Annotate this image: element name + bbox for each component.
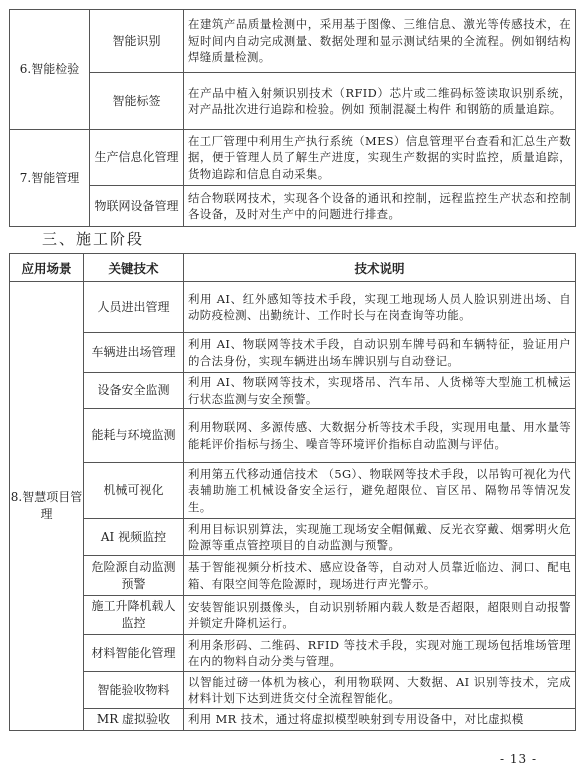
table-row — [10, 556, 576, 596]
table-row — [10, 463, 576, 519]
desc-cell: 利用 AI、物联网等技术手段，自动识别车牌号码和车辆特征，验证用户的合法身份，实现车辆进出场车牌识别与自动登记。 — [184, 333, 576, 373]
desc-cell: 结合物联网技术，实现各个设备的通讯和控制，远程监控生产状态和控制各设备，及时对生产中的问题进行排查。 — [184, 186, 576, 227]
scene-cell: 7.智能管理 — [10, 130, 90, 227]
table-row — [10, 519, 576, 556]
scene-cell: 8.智慧项目管理 — [10, 282, 84, 731]
tech-cell: 物联网设备管理 — [90, 186, 184, 227]
desc-cell: 以智能过磅一体机为核心，利用物联网、大数据、AI 识别等技术，完成材料计划下达到进货交付全流程智能化。 — [184, 672, 576, 709]
table-row — [10, 672, 576, 709]
desc-cell: 在产品中植入射频识别技术（RFID）芯片或二维码标签读取识别系统，对产品批次进行追踪和检验。例如 预制混凝土构件 和钢筋的质量追踪。 — [184, 73, 576, 130]
desc-cell: 在工厂管理中利用生产执行系统（MES）信息管理平台查看和汇总生产数据，便于管理人员了解生产进度，实现生产数据的实时监控，质量追踪，货物追踪和信息自动采集。 — [184, 130, 576, 186]
table-row — [10, 709, 576, 731]
desc-cell: 利用 AI、红外感知等技术手段，实现工地现场人员人脸识别进出场、自动防疫检测、出勤统计、工作时长与在岗查询等功能。 — [184, 282, 576, 333]
desc-cell: 利用条形码、二维码、RFID 等技术手段，实现对施工现场包括堆场管理在内的物料自动分类与管理。 — [184, 635, 576, 672]
table-header-row — [10, 254, 576, 282]
header-scene: 应用场景 — [10, 254, 84, 282]
table-row — [10, 635, 576, 672]
section-heading: 三、施工阶段 — [42, 230, 145, 248]
page-number: - 13 - — [500, 752, 538, 766]
table-row — [10, 373, 576, 409]
desc-cell: 利用 MR 技术，通过将虚拟模型映射到专用设备中，对比虚拟模 — [184, 709, 576, 731]
desc-cell: 利用第五代移动通信技术 （5G）、物联网等技术手段，以吊钩可视化为代表辅助施工机械设备安全运行，避免超限位、盲区吊、隔物吊等情况发生。 — [184, 463, 576, 519]
tech-cell: 危险源自动监测预警 — [84, 556, 184, 596]
table-row — [10, 596, 576, 635]
tech-cell: AI 视频监控 — [84, 519, 184, 556]
scene-cell: 6.智能检验 — [10, 10, 90, 130]
tech-cell: 车辆进出场管理 — [84, 333, 184, 373]
desc-cell: 安装智能识别摄像头，自动识别轿厢内载人数是否超限，超限则自动报警并锁定升降机运行。 — [184, 596, 576, 635]
tech-cell: 机械可视化 — [84, 463, 184, 519]
tech-cell: 智能标签 — [90, 73, 184, 130]
tech-cell: 生产信息化管理 — [90, 130, 184, 186]
tech-cell: 材料智能化管理 — [84, 635, 184, 672]
tech-cell: 设备安全监测 — [84, 373, 184, 409]
tech-cell: 施工升降机载人监控 — [84, 596, 184, 635]
desc-cell: 利用 AI、物联网等技术，实现塔吊、汽车吊、人货梯等大型施工机械运行状态监测与安全预警。 — [184, 373, 576, 409]
tech-cell: 人员进出管理 — [84, 282, 184, 333]
construction-stage-table — [9, 253, 576, 731]
table-row — [10, 333, 576, 373]
desc-cell: 基于智能视频分析技术、感应设备等，自动对人员靠近临边、洞口、配电箱、有限空间等危险源时，现场进行声光警示。 — [184, 556, 576, 596]
header-tech: 关键技术 — [84, 254, 184, 282]
tech-cell: MR 虚拟验收 — [84, 709, 184, 731]
top-continuation-table — [9, 9, 576, 227]
header-desc: 技术说明 — [184, 254, 576, 282]
desc-cell: 在建筑产品质量检测中，采用基于图像、三维信息、激光等传感技术，在短时间内自动完成测量、数据处理和显示测试结果的全流程。例如钢结构焊缝质量检测。 — [184, 10, 576, 73]
table-row — [10, 282, 576, 333]
tech-cell: 能耗与环境监测 — [84, 409, 184, 463]
tech-cell: 智能识别 — [90, 10, 184, 73]
table-row — [10, 409, 576, 463]
tech-cell: 智能验收物料 — [84, 672, 184, 709]
desc-cell: 利用目标识别算法，实现施工现场安全帽佩戴、反光衣穿戴、烟雾明火危险源等重点管控项目的自动监测与预警。 — [184, 519, 576, 556]
desc-cell: 利用物联网、多源传感、大数据分析等技术手段，实现用电量、用水量等能耗评价指标与扬尘、噪音等环境评价指标自动监测与评估。 — [184, 409, 576, 463]
